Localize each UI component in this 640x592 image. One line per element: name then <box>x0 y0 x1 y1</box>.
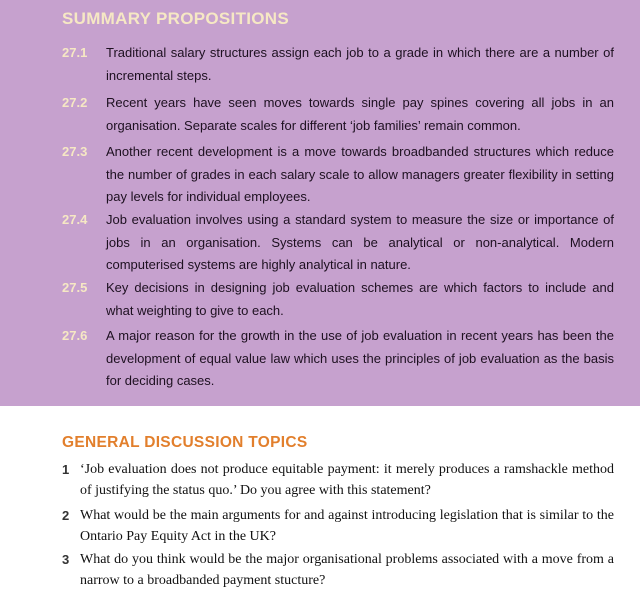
proposition-text: A major reason for the growth in the use of job evaluation in recent years has been the development of equal value law which uses the principles of job evaluation as the basis for deciding cases. <box>106 328 614 388</box>
proposition-item <box>62 277 614 322</box>
proposition-item <box>62 209 614 277</box>
summary-title: SUMMARY PROPOSITIONS <box>62 9 290 28</box>
proposition-text: Recent years have seen moves towards single pay spines covering all jobs in an organisation. Separate scales for different ‘job families’ remain common. <box>106 95 614 133</box>
proposition-text: Another recent development is a move towards broadbanded structures which reduce the number of grades in each salary scale to allow managers greater flexibility in setting pay levels for individual employees. <box>106 144 614 204</box>
proposition-number: 27.3 <box>62 144 88 159</box>
proposition-number: 27.6 <box>62 328 88 343</box>
proposition-item <box>62 42 614 87</box>
proposition-number: 27.4 <box>62 212 88 227</box>
discussion-text: ‘Job evaluation does not produce equitable payment: it merely produces a ramshackle method of justifying the status quo.’ Do you agree with this statement? <box>80 462 614 498</box>
proposition-item <box>62 141 614 209</box>
proposition-text: Key decisions in designing job evaluation schemes are which factors to include and what weighting to give to each. <box>106 280 614 318</box>
proposition-text: Traditional salary structures assign each job to a grade in which there are a number of incremental steps. <box>106 45 614 83</box>
discussion-item <box>62 459 614 501</box>
proposition-number: 27.1 <box>62 45 88 60</box>
discussion-text: What do you think would be the major organisational problems associated with a move from a narrow to a broadbanded payment stucture? <box>80 552 614 588</box>
proposition-text: Job evaluation involves using a standard system to measure the size or importance of jobs in an organisation. Systems can be analytical or non-analytical. Modern computerised systems are highly analytical in nature. <box>106 212 614 272</box>
proposition-item <box>62 92 614 137</box>
discussion-item <box>62 505 614 547</box>
discussion-number: 1 <box>62 462 70 477</box>
discussion-title: GENERAL DISCUSSION TOPICS <box>62 434 308 451</box>
proposition-item <box>62 325 614 393</box>
discussion-number: 3 <box>62 552 70 567</box>
discussion-item <box>62 549 614 591</box>
proposition-number: 27.2 <box>62 95 88 110</box>
discussion-number: 2 <box>62 508 70 523</box>
discussion-text: What would be the main arguments for and against introducing legislation that is similar to the Ontario Pay Equity Act in the UK? <box>80 508 614 544</box>
proposition-number: 27.5 <box>62 280 88 295</box>
